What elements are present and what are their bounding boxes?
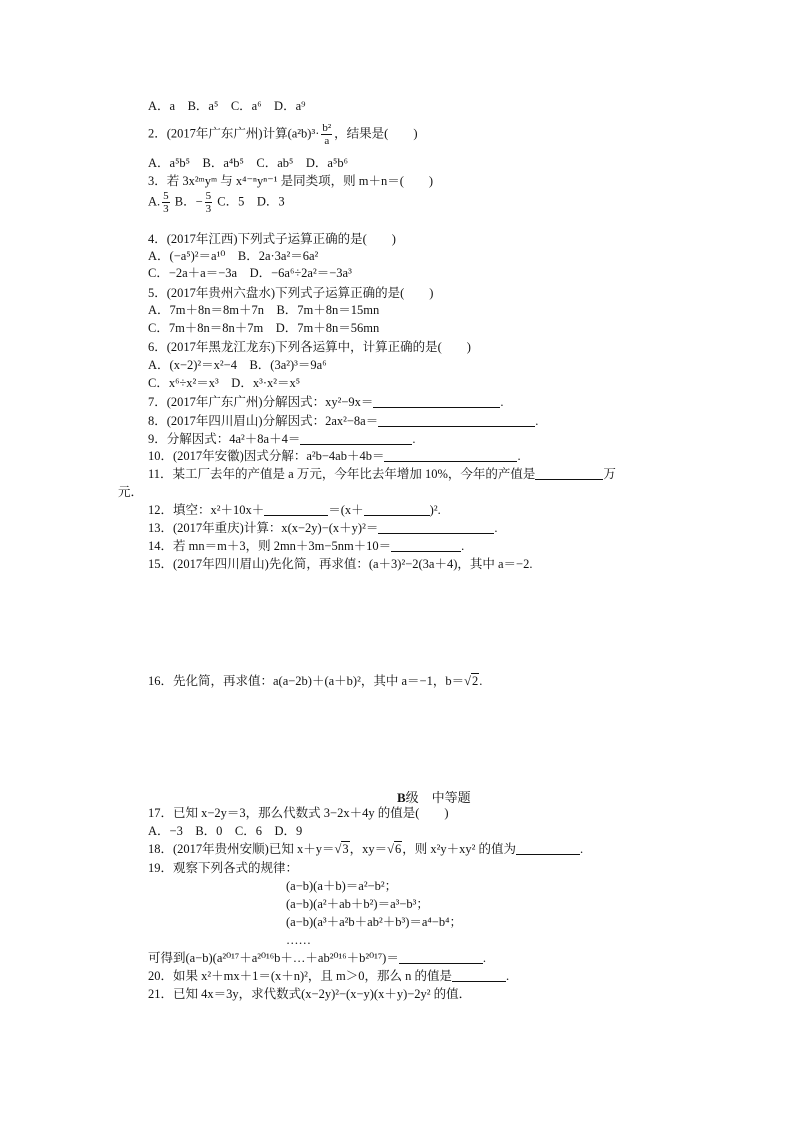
q9-period: . bbox=[412, 432, 416, 446]
q8-text: 8．(2017年四川眉山)分解因式：2ax²−8a＝ bbox=[148, 414, 379, 428]
q19-conclusion-text: 可得到(a−b)(a²⁰¹⁷＋a²⁰¹⁶b＋…＋ab²⁰¹⁶＋b²⁰¹⁷)＝ bbox=[148, 951, 399, 965]
q18-sqrt-2: √6 bbox=[387, 842, 402, 856]
q18-period: . bbox=[579, 842, 584, 856]
question-8 bbox=[148, 413, 538, 429]
question-16 bbox=[148, 673, 482, 689]
question-9 bbox=[148, 431, 415, 447]
question-12 bbox=[148, 502, 441, 518]
q5-options-cd: C．7m＋8n＝8n＋7m D．7m＋8n＝56mn bbox=[148, 321, 380, 335]
section-b-heading bbox=[397, 787, 471, 806]
q20-text: 20．如果 x²＋mx＋1＝(x＋n)²，且 m＞0，那么 n 的值是 bbox=[148, 969, 453, 983]
q3-option-a-denominator: 3 bbox=[163, 203, 169, 215]
q14-period: . bbox=[461, 539, 465, 553]
q5-options-ab: A．7m＋8n＝8m＋7n B．7m＋8n＝15mn bbox=[148, 303, 380, 317]
q3-option-b-numerator: 5 bbox=[205, 190, 212, 202]
q11-continuation: 元． bbox=[118, 485, 144, 499]
q16-sqrt: √2 bbox=[464, 674, 479, 688]
q4-options-cd: C．−2a＋a＝−3a D．−6a⁶÷2a²＝−3a³ bbox=[148, 266, 352, 280]
q12-text-c: )². bbox=[429, 503, 441, 517]
q6-options-cd: C．x⁶÷x²＝x³ D．x³·x²＝x⁵ bbox=[148, 376, 301, 390]
q16-text: 16．先化简，再求值：a(a−2b)＋(a＋b)²，其中 a＝−1，b＝ bbox=[148, 674, 465, 688]
q19-period: . bbox=[482, 951, 486, 965]
q3-options-rest: C．5 D．3 bbox=[217, 194, 285, 209]
q18-sqrt-1: √3 bbox=[334, 842, 349, 856]
q12-answer-blank-2[interactable] bbox=[364, 503, 430, 516]
q16-end: . bbox=[479, 674, 483, 688]
q1-options: A．a B．a⁵ C．a⁶ D．a⁹ bbox=[148, 99, 306, 113]
q19-rule-2: (a−b)(a²＋ab＋b²)＝a³−b³； bbox=[286, 897, 429, 911]
q2-suffix: ，结果是( ) bbox=[334, 126, 418, 141]
q8-period: . bbox=[535, 414, 539, 428]
q3-option-a-fraction bbox=[162, 190, 170, 215]
q18-sqrt-2-value: 6 bbox=[394, 842, 402, 856]
question-21: 21．已知 4x＝3y，求代数式(x−2y)²−(x−y)(x＋y)−2y² 的值． bbox=[148, 987, 472, 1001]
q19-rule-1: (a−b)(a＋b)＝a²−b²； bbox=[286, 879, 398, 893]
q12-text-b: ＝(x＋ bbox=[328, 503, 364, 517]
q2-fraction-denominator: a bbox=[324, 135, 330, 147]
q11-answer-blank[interactable] bbox=[535, 467, 603, 480]
question-13 bbox=[148, 520, 497, 536]
q6-options-ab: A．(x−2)²＝x²−4 B．(3a²)³＝9a⁶ bbox=[148, 358, 327, 372]
question-7 bbox=[148, 394, 504, 410]
q12-text-a: 12．填空：x²＋10x＋ bbox=[148, 503, 265, 517]
q18-sqrt-1-value: 3 bbox=[342, 842, 349, 856]
q10-period: . bbox=[517, 449, 521, 463]
q11-text: 11．某工厂去年的产值是 a 万元，今年比去年增加 10%，今年的产值是 bbox=[148, 467, 536, 481]
q3-option-b-label: B．− bbox=[174, 194, 203, 209]
q14-text: 14．若 mn＝m＋3，则 2mn＋3m−5nm＋10＝ bbox=[148, 539, 392, 553]
q8-answer-blank[interactable] bbox=[378, 414, 535, 427]
q20-answer-blank[interactable] bbox=[452, 969, 506, 982]
q7-text: 7．(2017年广东广州)分解因式：xy²−9x＝ bbox=[148, 395, 374, 409]
q18-answer-blank[interactable] bbox=[516, 842, 580, 855]
q13-period: . bbox=[494, 521, 498, 535]
section-b-level: B bbox=[397, 790, 406, 805]
question-2 bbox=[148, 122, 418, 147]
q19-ellipsis: …… bbox=[286, 933, 311, 947]
question-6: 6．(2017年黑龙江龙东)下列各运算中，计算正确的是( ) bbox=[148, 340, 471, 354]
question-17: 17．已知 x−2y＝3，那么代数式 3−2x＋4y 的值是( ) bbox=[148, 806, 449, 820]
q9-answer-blank[interactable] bbox=[300, 432, 412, 445]
question-11 bbox=[148, 466, 616, 482]
q17-options: A．−3 B．0 C．6 D．9 bbox=[148, 824, 303, 838]
q19-conclusion bbox=[148, 950, 486, 966]
question-18 bbox=[148, 841, 583, 857]
q3-options bbox=[148, 190, 285, 215]
q16-sqrt-value: 2 bbox=[471, 674, 479, 688]
q7-period: . bbox=[500, 395, 504, 409]
question-20 bbox=[148, 968, 509, 984]
question-14 bbox=[148, 538, 464, 554]
q18-text-b: ，xy＝ bbox=[349, 842, 388, 856]
q19-answer-blank[interactable] bbox=[399, 951, 483, 964]
q3-option-a-label: A. bbox=[148, 194, 161, 209]
question-5: 5．(2017年贵州六盘水)下列式子运算正确的是( ) bbox=[148, 286, 434, 300]
q2-options: A．a⁵b⁵ B．a⁴b⁵ C．ab⁵ D．a⁵b⁶ bbox=[148, 156, 348, 170]
q3-option-a-numerator: 5 bbox=[163, 190, 169, 202]
question-15: 15．(2017年四川眉山)先化简，再求值：(a＋3)²−2(3a＋4)，其中 a＝−2. bbox=[148, 557, 533, 571]
q2-fraction bbox=[321, 122, 332, 147]
q19-rule-3: (a−b)(a³＋a²b＋ab²＋b³)＝a⁴−b⁴； bbox=[286, 915, 462, 929]
question-4: 4．(2017年江西)下列式子运算正确的是( ) bbox=[148, 232, 396, 246]
q12-answer-blank-1[interactable] bbox=[264, 503, 328, 516]
q13-text: 13．(2017年重庆)计算：x(x−2y)−(x＋y)²＝ bbox=[148, 521, 379, 535]
question-3: 3．若 3x²ᵐyᵐ 与 x⁴⁻ⁿyⁿ⁻¹ 是同类项，则 m＋n＝( ) bbox=[148, 174, 434, 188]
q2-fraction-numerator: b² bbox=[322, 122, 332, 134]
q10-text: 10．(2017年安徽)因式分解：a²b−4ab＋4b＝ bbox=[148, 449, 385, 463]
question-10 bbox=[148, 448, 521, 464]
q18-text-c: ，则 x²y＋xy² 的值为 bbox=[402, 842, 516, 856]
q10-answer-blank[interactable] bbox=[384, 449, 517, 462]
q4-options-ab: A．(−a⁵)²＝a¹⁰ B．2a·3a²＝6a² bbox=[148, 249, 319, 263]
q20-period: . bbox=[506, 969, 510, 983]
q2-prefix: 2．(2017年广东广州)计算(a²b)³· bbox=[148, 126, 320, 141]
q3-option-b-denominator: 3 bbox=[205, 203, 212, 215]
q14-answer-blank[interactable] bbox=[391, 539, 461, 552]
section-b-title: 级 中等题 bbox=[405, 790, 471, 805]
q13-answer-blank[interactable] bbox=[378, 521, 494, 534]
q18-text-a: 18．(2017年贵州安顺)已知 x＋y＝ bbox=[148, 842, 335, 856]
q3-option-b-fraction bbox=[205, 190, 213, 215]
q11-unit: 万 bbox=[603, 467, 616, 481]
q7-answer-blank[interactable] bbox=[373, 395, 500, 408]
question-19: 19．观察下列各式的规律： bbox=[148, 861, 299, 875]
q9-text: 9．分解因式：4a²＋8a＋4＝ bbox=[148, 432, 301, 446]
